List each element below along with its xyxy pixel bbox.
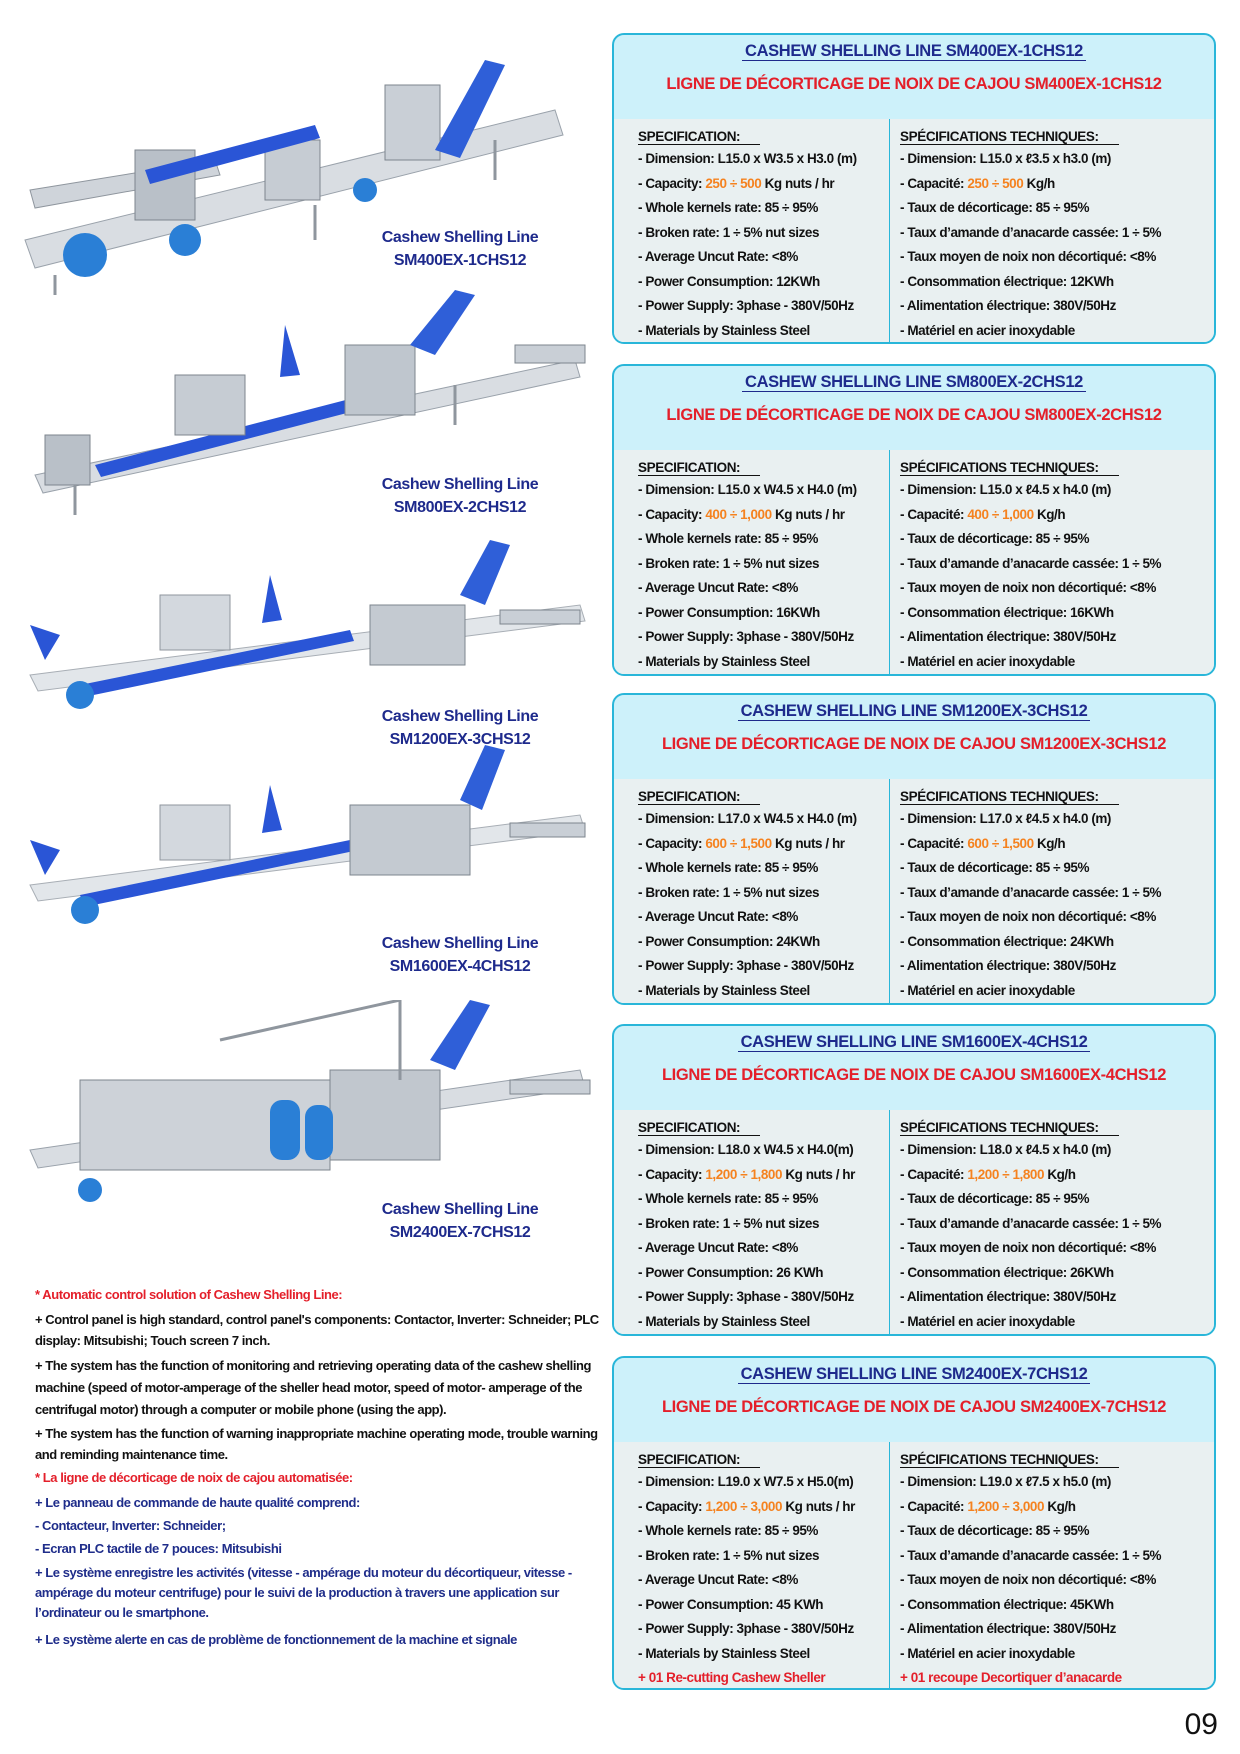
- spec-dimension: - Dimension: L19.0 x W7.5 x H5.0(m): [638, 1474, 854, 1489]
- spec-column-fr: [892, 450, 1214, 674]
- spec-capacity-fr: - Capacité: 400 ÷ 1,000 Kg/h: [900, 506, 1066, 522]
- spec-power-supply: - Power Supply: 3phase - 380V/50Hz: [638, 1621, 854, 1636]
- panel-title-fr: LIGNE DE DÉCORTICAGE DE NOIX DE CAJOU SM400EX-1CHS12: [666, 75, 1162, 93]
- spec-broken-rate-fr: - Taux d’amande d’anacarde cassée: 1 ÷ 5%: [900, 884, 1162, 900]
- spec-power-consumption: - Power Consumption: 16KWh: [638, 604, 820, 620]
- spec-power-supply-fr: - Alimentation électrique: 380V/50Hz: [900, 1289, 1116, 1304]
- spec-extra-equipment-fr: + 01 recoupe Decortiquer d’anacarde: [900, 1670, 1122, 1685]
- notes-fr-2: - Contacteur, Inverter: Schneider;: [35, 1518, 226, 1533]
- notes-fr-4: + Le système enregistre les activités (vitesse - ampérage du moteur du décortiqueur, vitesse - ampérage du moteur centrifuge) pour le suivi de la production à travers une application sur l’ordinateur ou le smartphone.: [35, 1565, 572, 1620]
- spec-whole-kernels: - Whole kernels rate: 85 ÷ 95%: [638, 531, 818, 546]
- spec-column-fr: [892, 119, 1214, 342]
- spec-power-supply: - Power Supply: 3phase - 380V/50Hz: [638, 958, 854, 973]
- panel-body: [614, 1442, 1214, 1688]
- spec-power-supply-fr: - Alimentation électrique: 380V/50Hz: [900, 1621, 1116, 1636]
- spec-panel-sm800: [612, 364, 1216, 676]
- spec-capacity-fr: - Capacité: 600 ÷ 1,500 Kg/h: [900, 835, 1066, 851]
- spec-power-supply-fr: - Alimentation électrique: 380V/50Hz: [900, 958, 1116, 973]
- machine-photo-sm1600: [20, 745, 600, 940]
- spec-heading-en: SPECIFICATION:: [638, 789, 760, 805]
- spec-power-consumption-fr: - Consommation électrique: 24KWh: [900, 933, 1114, 949]
- panel-header: [614, 366, 1214, 450]
- spec-heading-fr: SPÉCIFICATIONS TECHNIQUES:: [900, 129, 1119, 145]
- spec-whole-kernels-fr: - Taux de décorticage: 85 ÷ 95%: [900, 531, 1090, 546]
- panel-title-fr: LIGNE DE DÉCORTICAGE DE NOIX DE CAJOU SM2400EX-7CHS12: [661, 1398, 1167, 1416]
- spec-broken-rate: - Broken rate: 1 ÷ 5% nut sizes: [638, 555, 820, 571]
- panel-title-fr: LIGNE DE DÉCORTICAGE DE NOIX DE CAJOU SM800EX-2CHS12: [666, 406, 1162, 424]
- spec-extra-equipment: + 01 Re-cutting Cashew Sheller: [638, 1670, 826, 1685]
- spec-uncut-rate-fr: - Taux moyen de noix non décortiqué: <8%: [900, 580, 1156, 595]
- spec-broken-rate-fr: - Taux d’amande d’anacarde cassée: 1 ÷ 5%: [900, 555, 1162, 571]
- spec-column-en: [614, 119, 890, 342]
- spec-heading-en: SPECIFICATION:: [638, 1452, 760, 1468]
- spec-panel-sm1600: [612, 1024, 1216, 1336]
- panel-title-en: CASHEW SHELLING LINE SM2400EX-7CHS12: [738, 1365, 1091, 1384]
- spec-dimension-fr: - Dimension: L15.0 x ℓ3.5 x h3.0 (m): [900, 151, 1111, 166]
- spec-column-fr: [892, 1442, 1214, 1688]
- spec-capacity-fr: - Capacité: 1,200 ÷ 3,000 Kg/h: [900, 1498, 1076, 1514]
- spec-power-consumption: - Power Consumption: 45 KWh: [638, 1596, 824, 1612]
- spec-dimension-fr: - Dimension: L19.0 x ℓ7.5 x h5.0 (m): [900, 1474, 1111, 1489]
- spec-power-consumption-fr: - Consommation électrique: 45KWh: [900, 1596, 1114, 1612]
- spec-broken-rate: - Broken rate: 1 ÷ 5% nut sizes: [638, 1547, 820, 1563]
- spec-materials: - Materials by Stainless Steel: [638, 982, 810, 998]
- panel-body: [614, 1110, 1214, 1334]
- spec-materials-fr: - Matériel en acier inoxydable: [900, 1645, 1075, 1661]
- spec-power-consumption-fr: - Consommation électrique: 12KWh: [900, 273, 1114, 289]
- panel-body: [614, 119, 1214, 342]
- spec-whole-kernels: - Whole kernels rate: 85 ÷ 95%: [638, 1523, 818, 1538]
- spec-dimension: - Dimension: L17.0 x W4.5 x H4.0 (m): [638, 811, 857, 826]
- panel-title-en: CASHEW SHELLING LINE SM1600EX-4CHS12: [738, 1033, 1091, 1052]
- spec-materials: - Materials by Stainless Steel: [638, 1645, 810, 1661]
- spec-broken-rate-fr: - Taux d’amande d’anacarde cassée: 1 ÷ 5%: [900, 224, 1162, 240]
- spec-dimension-fr: - Dimension: L17.0 x ℓ4.5 x h4.0 (m): [900, 811, 1111, 826]
- spec-whole-kernels-fr: - Taux de décorticage: 85 ÷ 95%: [900, 1523, 1090, 1538]
- spec-power-supply: - Power Supply: 3phase - 380V/50Hz: [638, 298, 854, 313]
- panel-header: [614, 695, 1214, 779]
- spec-materials: - Materials by Stainless Steel: [638, 1313, 810, 1329]
- spec-heading-en: SPECIFICATION:: [638, 460, 760, 476]
- spec-dimension: - Dimension: L15.0 x W3.5 x H3.0 (m): [638, 151, 857, 166]
- notes-en-3: + The system has the function of warning inappropriate machine operating mode, trouble warning and reminding maintenance time.: [35, 1426, 598, 1462]
- spec-uncut-rate: - Average Uncut Rate: <8%: [638, 909, 798, 924]
- spec-broken-rate: - Broken rate: 1 ÷ 5% nut sizes: [638, 884, 820, 900]
- spec-heading-fr: SPÉCIFICATIONS TECHNIQUES:: [900, 1120, 1119, 1136]
- spec-power-consumption: - Power Consumption: 12KWh: [638, 273, 820, 289]
- spec-materials: - Materials by Stainless Steel: [638, 322, 810, 338]
- spec-column-en: [614, 1442, 890, 1688]
- spec-power-supply-fr: - Alimentation électrique: 380V/50Hz: [900, 629, 1116, 644]
- spec-dimension-fr: - Dimension: L15.0 x ℓ4.5 x h4.0 (m): [900, 482, 1111, 497]
- spec-heading-en: SPECIFICATION:: [638, 129, 760, 145]
- spec-column-fr: [892, 779, 1214, 1003]
- spec-capacity: - Capacity: 400 ÷ 1,000 Kg nuts / hr: [638, 506, 845, 522]
- panel-header: [614, 35, 1214, 119]
- spec-materials: - Materials by Stainless Steel: [638, 653, 810, 669]
- spec-power-supply-fr: - Alimentation électrique: 380V/50Hz: [900, 298, 1116, 313]
- spec-panel-sm1200: [612, 693, 1216, 1005]
- spec-uncut-rate-fr: - Taux moyen de noix non décortiqué: <8%: [900, 1572, 1156, 1587]
- panel-body: [614, 450, 1214, 674]
- spec-uncut-rate-fr: - Taux moyen de noix non décortiqué: <8%: [900, 909, 1156, 924]
- automatic-control-notes: [35, 1284, 605, 1650]
- machine-photo-sm2400: [20, 1000, 605, 1210]
- spec-capacity: - Capacity: 600 ÷ 1,500 Kg nuts / hr: [638, 835, 845, 851]
- spec-uncut-rate: - Average Uncut Rate: <8%: [638, 580, 798, 595]
- panel-title-en: CASHEW SHELLING LINE SM1200EX-3CHS12: [738, 702, 1091, 721]
- panel-header: [614, 1026, 1214, 1110]
- spec-power-supply: - Power Supply: 3phase - 380V/50Hz: [638, 1289, 854, 1304]
- caption-sm400: Cashew Shelling Line SM400EX-1CHS12: [381, 229, 539, 269]
- caption-sm2400: Cashew Shelling Line SM2400EX-7CHS12: [381, 1201, 539, 1241]
- notes-fr-1: + Le panneau de commande de haute qualité comprend:: [35, 1495, 360, 1510]
- spec-materials-fr: - Matériel en acier inoxydable: [900, 322, 1075, 338]
- panel-title-en: CASHEW SHELLING LINE SM400EX-1CHS12: [742, 42, 1086, 61]
- spec-whole-kernels: - Whole kernels rate: 85 ÷ 95%: [638, 1191, 818, 1206]
- spec-whole-kernels: - Whole kernels rate: 85 ÷ 95%: [638, 200, 818, 215]
- spec-column-en: [614, 1110, 890, 1334]
- machine-photo-sm1200: [20, 535, 600, 725]
- spec-materials-fr: - Matériel en acier inoxydable: [900, 653, 1075, 669]
- notes-title-fr: * La ligne de décorticage de noix de cajou automatisée:: [35, 1470, 353, 1485]
- notes-title-en: * Automatic control solution of Cashew Shelling Line:: [35, 1287, 343, 1302]
- spec-broken-rate: - Broken rate: 1 ÷ 5% nut sizes: [638, 1215, 820, 1231]
- spec-whole-kernels-fr: - Taux de décorticage: 85 ÷ 95%: [900, 860, 1090, 875]
- notes-fr-3: - Ecran PLC tactile de 7 pouces: Mitsubishi: [35, 1541, 282, 1556]
- spec-capacity-fr: - Capacité: 1,200 ÷ 1,800 Kg/h: [900, 1166, 1076, 1182]
- spec-uncut-rate: - Average Uncut Rate: <8%: [638, 1572, 798, 1587]
- spec-heading-fr: SPÉCIFICATIONS TECHNIQUES:: [900, 789, 1119, 805]
- spec-broken-rate: - Broken rate: 1 ÷ 5% nut sizes: [638, 224, 820, 240]
- spec-power-consumption: - Power Consumption: 26 KWh: [638, 1264, 824, 1280]
- spec-whole-kernels-fr: - Taux de décorticage: 85 ÷ 95%: [900, 200, 1090, 215]
- spec-panel-sm2400: [612, 1356, 1216, 1690]
- spec-uncut-rate-fr: - Taux moyen de noix non décortiqué: <8%: [900, 1240, 1156, 1255]
- spec-heading-fr: SPÉCIFICATIONS TECHNIQUES:: [900, 460, 1119, 476]
- notes-en-2: + The system has the function of monitoring and retrieving operating data of the cashew shelling machine (speed of motor-amperage of the sheller head motor, speed of motor- amperage of the centrifugal motor) through a computer or mobile phone (using the app).: [35, 1358, 591, 1417]
- spec-capacity: - Capacity: 1,200 ÷ 3,000 Kg nuts / hr: [638, 1498, 855, 1514]
- panel-title-fr: LIGNE DE DÉCORTICAGE DE NOIX DE CAJOU SM1200EX-3CHS12: [661, 735, 1167, 753]
- caption-sm800: Cashew Shelling Line SM800EX-2CHS12: [381, 476, 539, 516]
- spec-column-fr: [892, 1110, 1214, 1334]
- spec-uncut-rate: - Average Uncut Rate: <8%: [638, 249, 798, 264]
- spec-broken-rate-fr: - Taux d’amande d’anacarde cassée: 1 ÷ 5%: [900, 1547, 1162, 1563]
- spec-uncut-rate: - Average Uncut Rate: <8%: [638, 1240, 798, 1255]
- spec-power-consumption: - Power Consumption: 24KWh: [638, 933, 820, 949]
- spec-capacity: - Capacity: 250 ÷ 500 Kg nuts / hr: [638, 175, 835, 191]
- spec-heading-en: SPECIFICATION:: [638, 1120, 760, 1136]
- spec-dimension-fr: - Dimension: L18.0 x ℓ4.5 x h4.0 (m): [900, 1142, 1111, 1157]
- caption-sm1600: Cashew Shelling Line SM1600EX-4CHS12: [381, 935, 539, 975]
- panel-title-en: CASHEW SHELLING LINE SM800EX-2CHS12: [742, 373, 1086, 392]
- panel-body: [614, 779, 1214, 1003]
- notes-fr-5: + Le système alerte en cas de problème de fonctionnement de la machine et signale: [35, 1632, 517, 1647]
- spec-dimension: - Dimension: L15.0 x W4.5 x H4.0 (m): [638, 482, 857, 497]
- caption-sm1200: Cashew Shelling Line SM1200EX-3CHS12: [381, 708, 539, 748]
- spec-materials-fr: - Matériel en acier inoxydable: [900, 982, 1075, 998]
- spec-capacity-fr: - Capacité: 250 ÷ 500 Kg/h: [900, 175, 1055, 191]
- panel-title-fr: LIGNE DE DÉCORTICAGE DE NOIX DE CAJOU SM1600EX-4CHS12: [661, 1066, 1167, 1084]
- spec-uncut-rate-fr: - Taux moyen de noix non décortiqué: <8%: [900, 249, 1156, 264]
- spec-capacity: - Capacity: 1,200 ÷ 1,800 Kg nuts / hr: [638, 1166, 855, 1182]
- spec-power-supply: - Power Supply: 3phase - 380V/50Hz: [638, 629, 854, 644]
- spec-broken-rate-fr: - Taux d’amande d’anacarde cassée: 1 ÷ 5%: [900, 1215, 1162, 1231]
- spec-whole-kernels: - Whole kernels rate: 85 ÷ 95%: [638, 860, 818, 875]
- page-number: 09: [1184, 1708, 1218, 1741]
- spec-power-consumption-fr: - Consommation électrique: 16KWh: [900, 604, 1114, 620]
- spec-materials-fr: - Matériel en acier inoxydable: [900, 1313, 1075, 1329]
- spec-panel-sm400: [612, 33, 1216, 344]
- notes-en-1: + Control panel is high standard, control panel's components: Contactor, Inverter: Schneider; PLC display: Mitsubishi; Touch screen 7 inch.: [35, 1312, 599, 1348]
- spec-power-consumption-fr: - Consommation électrique: 26KWh: [900, 1264, 1114, 1280]
- spec-heading-fr: SPÉCIFICATIONS TECHNIQUES:: [900, 1452, 1119, 1468]
- spec-dimension: - Dimension: L18.0 x W4.5 x H4.0(m): [638, 1142, 854, 1157]
- panel-header: [614, 1358, 1214, 1442]
- spec-column-en: [614, 450, 890, 674]
- spec-whole-kernels-fr: - Taux de décorticage: 85 ÷ 95%: [900, 1191, 1090, 1206]
- spec-column-en: [614, 779, 890, 1003]
